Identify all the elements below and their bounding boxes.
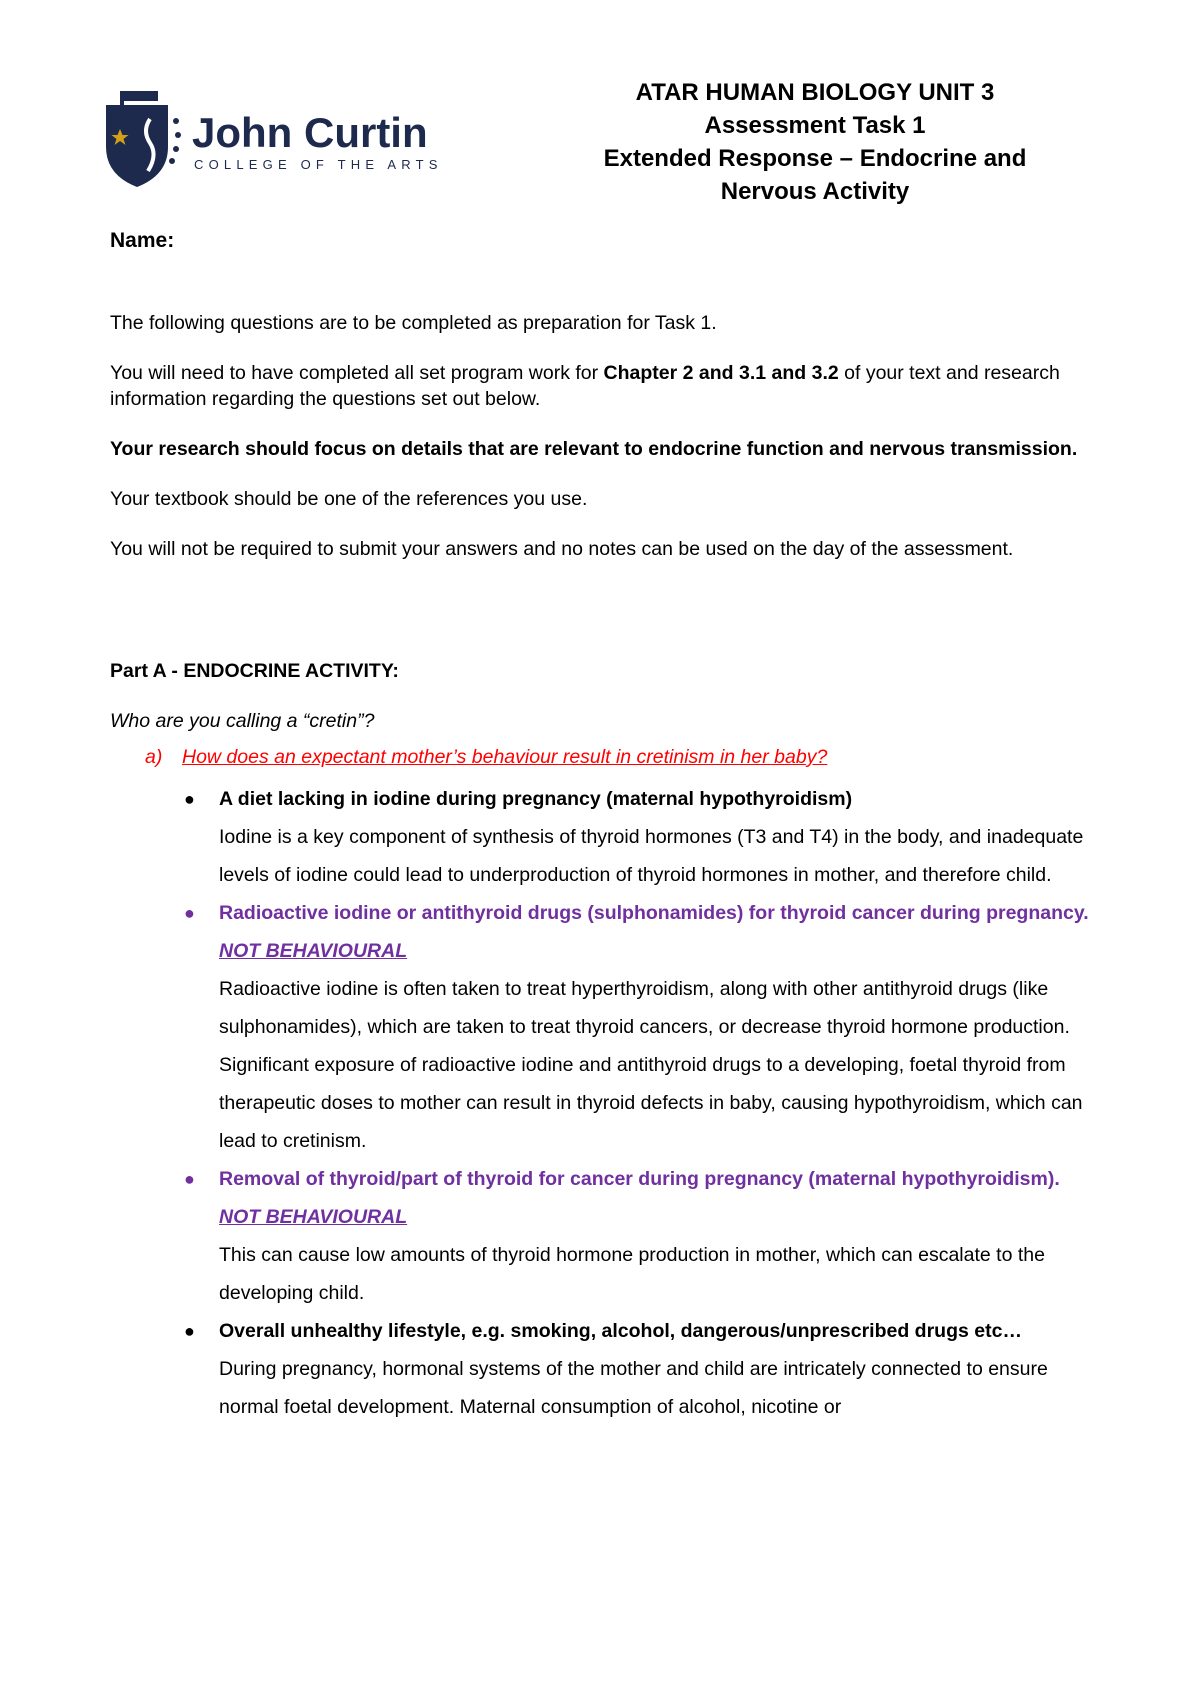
bullet-body: This can cause low amounts of thyroid hormone production in mother, which can escalate to the developing child. xyxy=(219,1244,1045,1304)
intro-p2-before: You will need to have completed all set program work for xyxy=(110,362,604,384)
question-text: How does an expectant mother’s behaviour result in cretinism in her baby? xyxy=(182,746,828,768)
intro-p2-after: of your text and research information regarding the questions set out below. xyxy=(110,362,1060,410)
logo-subtitle: COLLEGE OF THE ARTS xyxy=(194,157,443,172)
bullet-heading xyxy=(219,894,1100,970)
college-logo xyxy=(106,91,506,191)
bullet-body: During pregnancy, hormonal systems of the mother and child are intricately connected to ensure normal foetal development. Maternal consumption of alcohol, nicotine or xyxy=(219,1358,1048,1418)
bullet-heading: Overall unhealthy lifestyle, e.g. smoking, alcohol, dangerous/unprescribed drugs etc… xyxy=(219,1320,1022,1342)
intro-paragraph-4: Your textbook should be one of the references you use. xyxy=(110,488,588,510)
list-item xyxy=(110,780,1100,894)
intro-paragraph-1: The following questions are to be completed as preparation for Task 1. xyxy=(110,312,717,334)
bullet-heading xyxy=(219,1160,1100,1236)
bullet-body: Radioactive iodine is often taken to treat hyperthyroidism, along with other antithyroid drugs (like sulphonamides), which are taken to treat thyroid cancers, or decrease thyroid hormone production. Significant exposure of radioactive iodine and antithyroid drugs to a developing, foetal thyroid from therapeutic doses to mother can result in thyroid defects in baby, causing hypothyroidism, which can lead to cretinism. xyxy=(219,978,1083,1152)
document-body xyxy=(110,228,1100,1426)
list-item xyxy=(110,1160,1100,1312)
bullet-icon: ● xyxy=(184,1169,195,1189)
bullet-icon: ● xyxy=(184,1321,195,1341)
bullet-body: Iodine is a key component of synthesis of thyroid hormones (T3 and T4) in the body, and inadequate levels of iodine could lead to underproduction of thyroid hormones in mother, and therefore child. xyxy=(219,826,1084,886)
logo-name: John Curtin xyxy=(192,109,428,156)
section-spacer xyxy=(110,586,1100,658)
part-a-subtitle: Who are you calling a “cretin”? xyxy=(110,710,375,732)
intro-p2-bold: Chapter 2 and 3.1 and 3.2 xyxy=(603,362,839,384)
question-label: a) xyxy=(145,746,163,768)
document-header xyxy=(540,76,1090,208)
header-line-3: Extended Response – Endocrine and xyxy=(603,145,1027,172)
header-line-2: Assessment Task 1 xyxy=(704,112,926,139)
bullet-icon: ● xyxy=(184,903,195,923)
logo-crest-icon xyxy=(106,91,506,191)
header-line-4: Nervous Activity xyxy=(720,178,910,205)
header-line-1: ATAR HUMAN BIOLOGY UNIT 3 xyxy=(635,79,995,106)
bullet-icon: ● xyxy=(184,789,195,809)
bullet-heading: A diet lacking in iodine during pregnancy (maternal hypothyroidism) xyxy=(219,788,853,810)
part-a-title: Part A - ENDOCRINE ACTIVITY: xyxy=(110,660,399,682)
bullet-heading-text: Radioactive iodine or antithyroid drugs (sulphonamides) for thyroid cancer during pregnancy. xyxy=(219,902,1089,924)
list-item xyxy=(110,894,1100,1160)
not-behavioural-note: NOT BEHAVIOURAL xyxy=(219,1206,408,1228)
intro-paragraph-2 xyxy=(110,360,1100,412)
question-a xyxy=(110,744,1100,770)
bullet-heading-text: Removal of thyroid/part of thyroid for cancer during pregnancy (maternal hypothyroidism). xyxy=(219,1168,1060,1190)
not-behavioural-note: NOT BEHAVIOURAL xyxy=(219,940,408,962)
intro-paragraph-5: You will not be required to submit your answers and no notes can be used on the day of the assessment. xyxy=(110,538,1014,560)
name-label: Name: xyxy=(110,229,175,252)
intro-paragraph-3: Your research should focus on details that are relevant to endocrine function and nervous transmission. xyxy=(110,438,1078,460)
list-item xyxy=(110,1312,1100,1426)
